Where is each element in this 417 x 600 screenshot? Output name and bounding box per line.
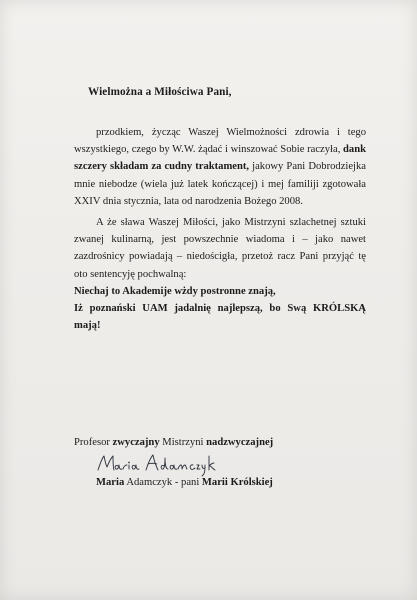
- letter-body: [74, 124, 366, 334]
- paragraph-1-emphasis: dank szczery składam za cudny traktament,: [74, 144, 366, 173]
- paragraph-1-text-a: przodkiem, życząc Waszej Wielmożności zdrowia i tego wszystkiego, czego by W.W. żądać i winszować Sobie raczyła,: [74, 127, 366, 156]
- paragraph-1-text-c: jakowy Pani Dobrodziejka mnie niebodze (wiela już latek kończącej) i mej familiji zgotowała XXIV dnia stycznia, lata od narodzenia Bożego 2008.: [74, 161, 366, 207]
- signer-name-c: Marii Królskiej: [201, 477, 273, 488]
- signer-name: [96, 474, 273, 491]
- paragraph-2: A że sława Waszej Miłości, jako Mistrzyni szlachetnej sztuki zwanej kulinarną, jest powszechnie wiadoma i – jako nawet zazdrośnicy powiadają – niedościgła, przetoż racz Pani przyjąć tę oto sentencyję pochwalną:: [74, 217, 366, 280]
- signature-block: [74, 434, 374, 488]
- signer-title-b: zwyczajny: [112, 437, 160, 448]
- signer-title-d: nadzwyczajnej: [206, 437, 274, 448]
- salutation: Wielmożna a Miłościwa Pani,: [88, 86, 232, 98]
- signer-name-a: Maria: [96, 477, 125, 488]
- verse-line-1: Niechaj to Akademije wżdy postronne znają,: [74, 285, 276, 297]
- signer-title: [74, 434, 374, 451]
- signer-name-b: Adamczyk - pani: [124, 477, 202, 488]
- signer-title-c: Mistrzyni: [159, 437, 207, 448]
- paragraph-1: [74, 124, 366, 210]
- signer-title-a: Profesor: [74, 437, 113, 448]
- verse-line-2: Iż poznański UAM jadalnię najlepszą, bo Swą KRÓLSKĄ mają!: [74, 303, 366, 332]
